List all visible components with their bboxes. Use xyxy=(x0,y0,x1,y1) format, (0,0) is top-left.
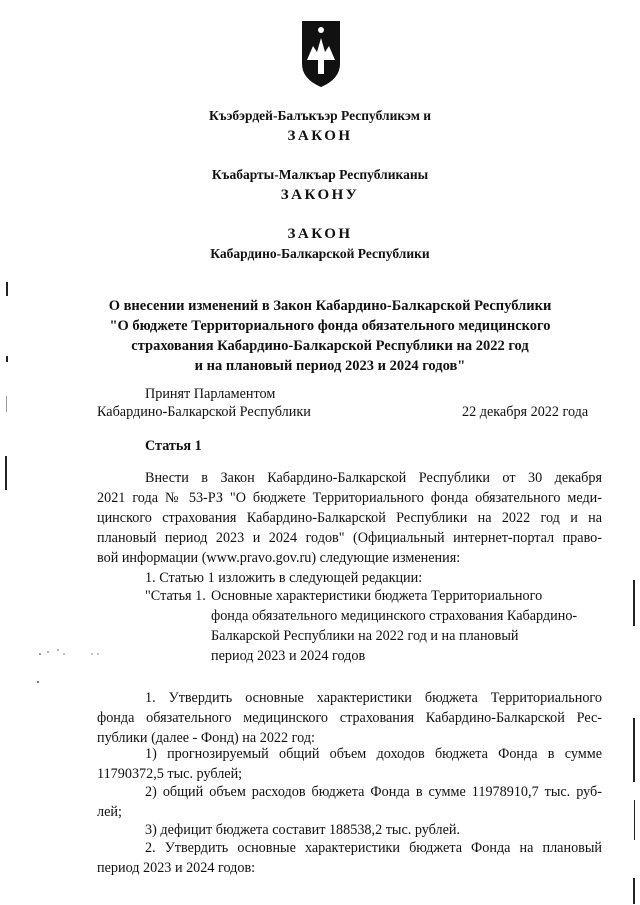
text-line: Основные характеристики бюджета Территориального xyxy=(211,588,543,604)
title-line: "О бюджете Территориального фонда обязательного медицинского xyxy=(109,318,551,334)
item-1: 1. Статью 1 изложить в следующей редакции: xyxy=(145,570,423,586)
sub-item-2 xyxy=(97,782,602,822)
text-line: период 2023 и 2024 годов: xyxy=(97,860,256,876)
text-line: публики (далее - Фонд) на 2022 год: xyxy=(97,730,315,746)
title-line: О внесении изменений в Закон Кабардино-Балкарской Республики xyxy=(108,298,552,314)
text-line: лей; xyxy=(97,804,122,820)
quoted-article-lead: "Статья 1. xyxy=(145,588,206,604)
paragraph-3 xyxy=(97,838,602,878)
text-line: 1. Утвердить основные характеристики бюджета Территориального xyxy=(145,690,602,706)
text-line: цинского страхования Кабардино-Балкарской Республики на 2022 год и на xyxy=(97,510,602,526)
text-line: плановый период 2023 и 2024 годов" (Официальный интернет-портал право- xyxy=(97,530,602,546)
sub-item-1 xyxy=(97,744,602,784)
text-line: период 2023 и 2024 годов xyxy=(211,648,366,664)
scan-speckle xyxy=(36,642,106,702)
scan-artifact-mark xyxy=(634,800,635,840)
paragraph-1 xyxy=(97,468,602,568)
text-line: 2. Утвердить основные характеристики бюджета Фонда на плановый xyxy=(145,840,602,856)
paragraph-2 xyxy=(97,688,602,748)
scan-artifact-mark xyxy=(633,718,635,782)
law-title xyxy=(80,296,580,376)
header-zakon-1: ЗАКОН xyxy=(287,128,353,144)
text-line: фонда обязательного медицинского страхования Кабардино- xyxy=(211,608,578,624)
header-line-1: Къэбэрдей-Балъкъэр Республикэм и xyxy=(208,108,432,123)
title-line: и на плановый период 2023 и 2024 годов" xyxy=(194,358,466,374)
quoted-article-title xyxy=(211,586,606,666)
text-line: 2) общий объем расходов бюджета Фонда в сумме 11978910,7 тыс. руб- xyxy=(145,784,602,800)
title-line: страхования Кабардино-Балкарской Республики на 2022 год xyxy=(131,338,529,354)
scan-artifact-mark xyxy=(6,356,8,362)
adopted-line-2: Кабардино-Балкарской Республики xyxy=(97,404,311,420)
scan-artifact-mark xyxy=(5,456,7,490)
text-line: Внести в Закон Кабардино-Балкарской Республики от 30 декабря xyxy=(145,470,602,486)
scan-artifact-mark xyxy=(6,282,8,296)
sub-item-3: 3) дефицит бюджета составит 188538,2 тыс. рублей. xyxy=(145,822,461,838)
coat-of-arms-icon xyxy=(301,20,341,88)
header-zakonu: ЗАКОНУ xyxy=(280,187,360,203)
scan-artifact-mark xyxy=(633,878,635,904)
text-line: фонда обязательного медицинского страхования Кабардино-Балкарской Рес- xyxy=(97,710,602,726)
text-line: 2021 года № 53-РЗ "О бюджете Территориального фонда обязательного меди- xyxy=(97,490,602,506)
scan-artifact-mark xyxy=(633,580,635,626)
text-line: 11790372,5 тыс. рублей; xyxy=(97,766,243,782)
adopted-date: 22 декабря 2022 года xyxy=(462,404,589,420)
text-line: вой информации (www.pravo.gov.ru) следующие изменения: xyxy=(97,550,461,566)
article-heading: Статья 1 xyxy=(145,438,202,454)
text-line: Балкарской Республики на 2022 год и на плановый xyxy=(211,628,519,644)
header-zakon-2: ЗАКОН xyxy=(287,226,353,242)
scan-artifact-mark xyxy=(6,396,7,412)
adopted-line-1: Принят Парламентом xyxy=(145,386,276,402)
header-line-3: Кабардино-Балкарской Республики xyxy=(210,246,430,261)
text-line: 1) прогнозируемый общий объем доходов бюджета Фонда в сумме xyxy=(145,746,602,762)
header-line-2: Къабарты-Малкъар Республиканы xyxy=(211,167,429,182)
